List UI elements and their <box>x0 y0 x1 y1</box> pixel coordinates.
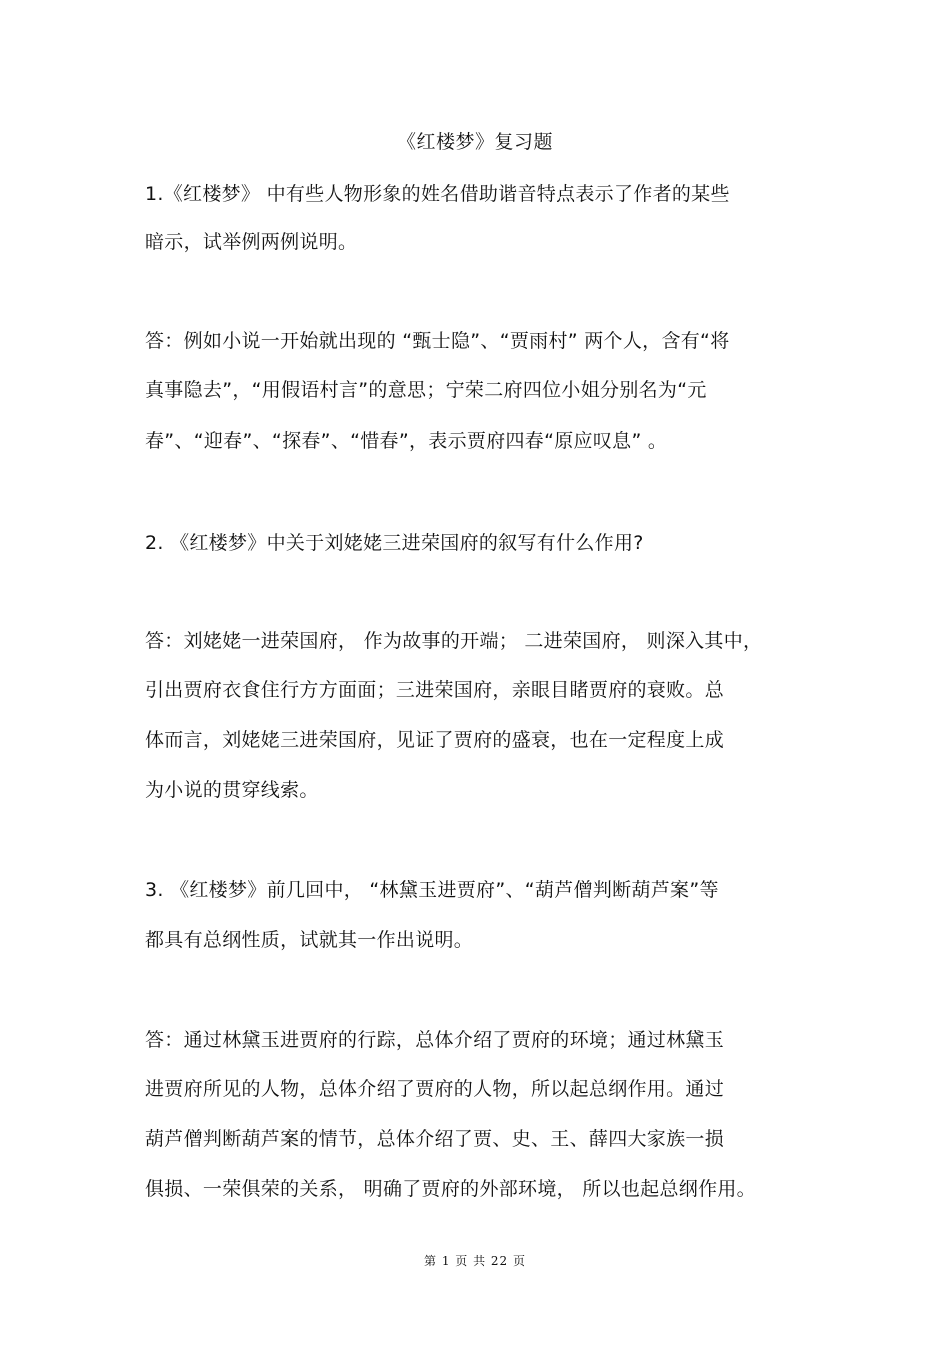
question-2-line-1: 2. 《红楼梦》中关于刘姥姥三进荣国府的叙写有什么作用? <box>145 532 644 554</box>
page-title: 《红楼梦》复习题 <box>396 131 553 153</box>
answer-1-line-1: 答：例如小说一开始就出现的 “甄士隐”、“贾雨村” 两个人，含有“将 <box>145 330 730 352</box>
answer-1-line-2: 真事隐去”，“用假语村言”的意思；宁荣二府四位小姐分别名为“元 <box>145 379 707 401</box>
question-3-line-1: 3. 《红楼梦》前几回中， “林黛玉进贾府”、“葫芦僧判断葫芦案”等 <box>145 879 719 901</box>
answer-3-line-4: 俱损、一荣俱荣的关系， 明确了贾府的外部环境， 所以也起总纲作用。 <box>145 1178 756 1200</box>
answer-2-line-1: 答：刘姥姥一进荣国府， 作为故事的开端； 二进荣国府， 则深入其中， <box>145 630 763 652</box>
answer-3-line-1: 答：通过林黛玉进贾府的行踪，总体介绍了贾府的环境；通过林黛玉 <box>145 1029 725 1051</box>
answer-3-line-2: 进贾府所见的人物，总体介绍了贾府的人物，所以起总纲作用。通过 <box>145 1078 725 1100</box>
page-footer: 第 1 页 共 22 页 <box>424 1254 526 1268</box>
question-1-line-2: 暗示，试举例两例说明。 <box>145 231 358 253</box>
answer-2-line-4: 为小说的贯穿线索。 <box>145 779 319 801</box>
question-1-line-1: 1.《红楼梦》 中有些人物形象的姓名借助谐音特点表示了作者的某些 <box>145 183 730 205</box>
question-3-line-2: 都具有总纲性质，试就其一作出说明。 <box>145 929 474 951</box>
answer-2-line-3: 体而言，刘姥姥三进荣国府，见证了贾府的盛衰，也在一定程度上成 <box>145 729 725 751</box>
answer-2-line-2: 引出贾府衣食住行方方面面；三进荣国府，亲眼目睹贾府的衰败。总 <box>145 679 725 701</box>
answer-3-line-3: 葫芦僧判断葫芦案的情节，总体介绍了贾、史、王、薛四大家族一损 <box>145 1128 725 1150</box>
answer-1-line-3: 春”、“迎春”、“探春”、“惜春”，表示贾府四春“原应叹息” 。 <box>145 430 668 452</box>
